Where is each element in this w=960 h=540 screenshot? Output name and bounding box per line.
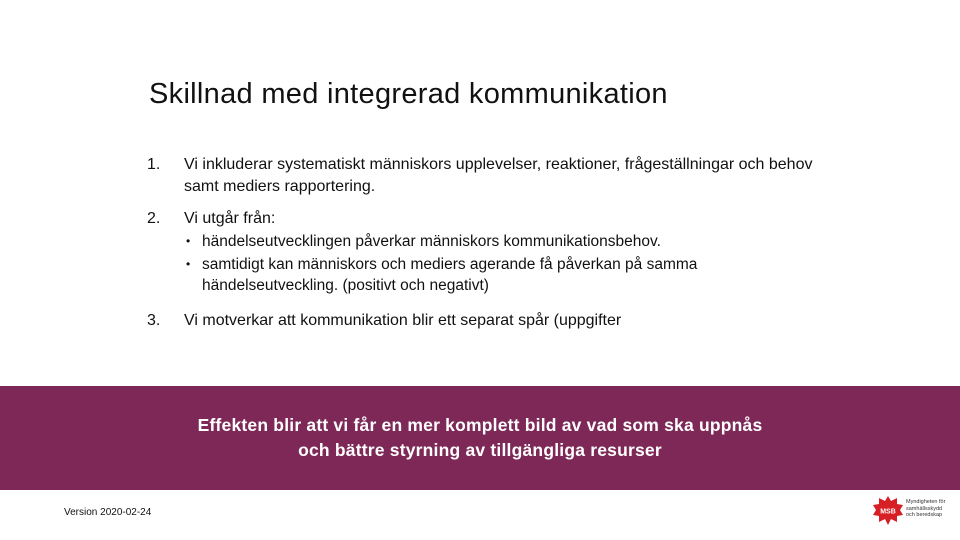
- sub-bullet-item: • samtidigt kan människors och mediers agerande få påverkan på samma händelseutveckling. (positivt och negativt): [184, 254, 827, 297]
- logo-line: Myndigheten för: [906, 499, 946, 505]
- logo-text: [906, 499, 952, 519]
- version-label: Version 2020-02-24: [64, 507, 152, 518]
- logo-line: och beredskap: [906, 512, 943, 518]
- list-number: 3.: [147, 311, 161, 329]
- msb-logo-icon: [872, 495, 904, 531]
- sub-bullet-list: [184, 231, 827, 297]
- list-item-1: [147, 154, 827, 198]
- list-item-text: Vi utgår från:: [184, 210, 276, 227]
- numbered-list: [147, 154, 827, 332]
- msb-logo: [872, 495, 952, 531]
- list-item-2: [147, 208, 827, 297]
- list-item-text: Vi motverkar att kommunikation blir ett separat spår (uppgifter: [184, 311, 622, 329]
- list-item-text: Vi inkluderar systematiskt människors upplevelser, reaktioner, frågeställningar och behov samt mediers rapportering.: [184, 156, 813, 195]
- banner-line-1: Effekten blir att vi får en mer komplett bild av vad som ska uppnås: [197, 415, 763, 435]
- banner-line-2: och bättre styrning av tillgängliga resurser: [298, 440, 662, 460]
- logo-mark-text: MSB: [880, 508, 896, 516]
- logo-line: samhällsskydd: [906, 505, 943, 512]
- sub-bullet-item: • händelseutvecklingen påverkar människors kommunikationsbehov.: [184, 231, 827, 253]
- list-number: 1.: [147, 156, 161, 173]
- list-item-3: [147, 310, 827, 332]
- slide-title: Skillnad med integrerad kommunikation: [149, 78, 668, 110]
- summary-banner: [0, 386, 960, 490]
- list-number: 2.: [147, 210, 161, 227]
